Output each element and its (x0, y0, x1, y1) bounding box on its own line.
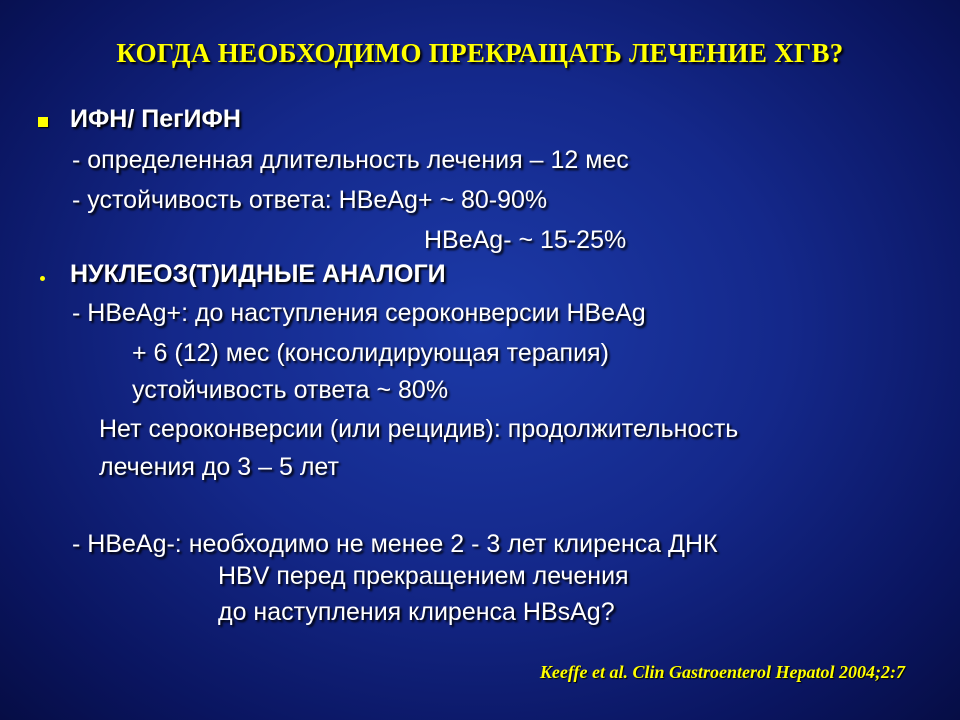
section1-heading: ИФН/ ПегИФН (70, 105, 241, 133)
citation: Keeffe et al. Clin Gastroenterol Hepatol 2004;2:7 (539, 662, 905, 682)
section2-line: + 6 (12) мес (консолидирующая терапия) (132, 339, 609, 367)
section1-line: - устойчивость ответа: HBeAg+ ~ 80-90% (72, 186, 548, 214)
section2-line: Нет сероконверсии (или рецидив): продолжительность (99, 415, 739, 443)
slide-title: КОГДА НЕОБХОДИМО ПРЕКРАЩАТЬ ЛЕЧЕНИЕ ХГВ? (116, 38, 844, 68)
section2-line: - HBeAg+: до наступления сероконверсии HBeAg (72, 299, 646, 327)
section1-line: - определенная длительность лечения – 12 мес (72, 146, 629, 174)
section2-line: - HBeAg-: необходимо не менее 2 - 3 лет клиренса ДНК (72, 530, 718, 558)
section2-line: устойчивость ответа ~ 80% (132, 376, 449, 404)
square-bullet-icon (38, 117, 48, 127)
dot-bullet-icon (40, 276, 45, 281)
section2-heading: НУКЛЕОЗ(Т)ИДНЫЕ АНАЛОГИ (70, 260, 446, 288)
section2-line: до наступления клиренса HBsAg? (218, 598, 615, 626)
section2-line: HBV перед прекращением лечения (218, 562, 629, 590)
section1-line: HBeAg- ~ 15-25% (424, 226, 627, 254)
section2-line: лечения до 3 – 5 лет (99, 453, 339, 481)
